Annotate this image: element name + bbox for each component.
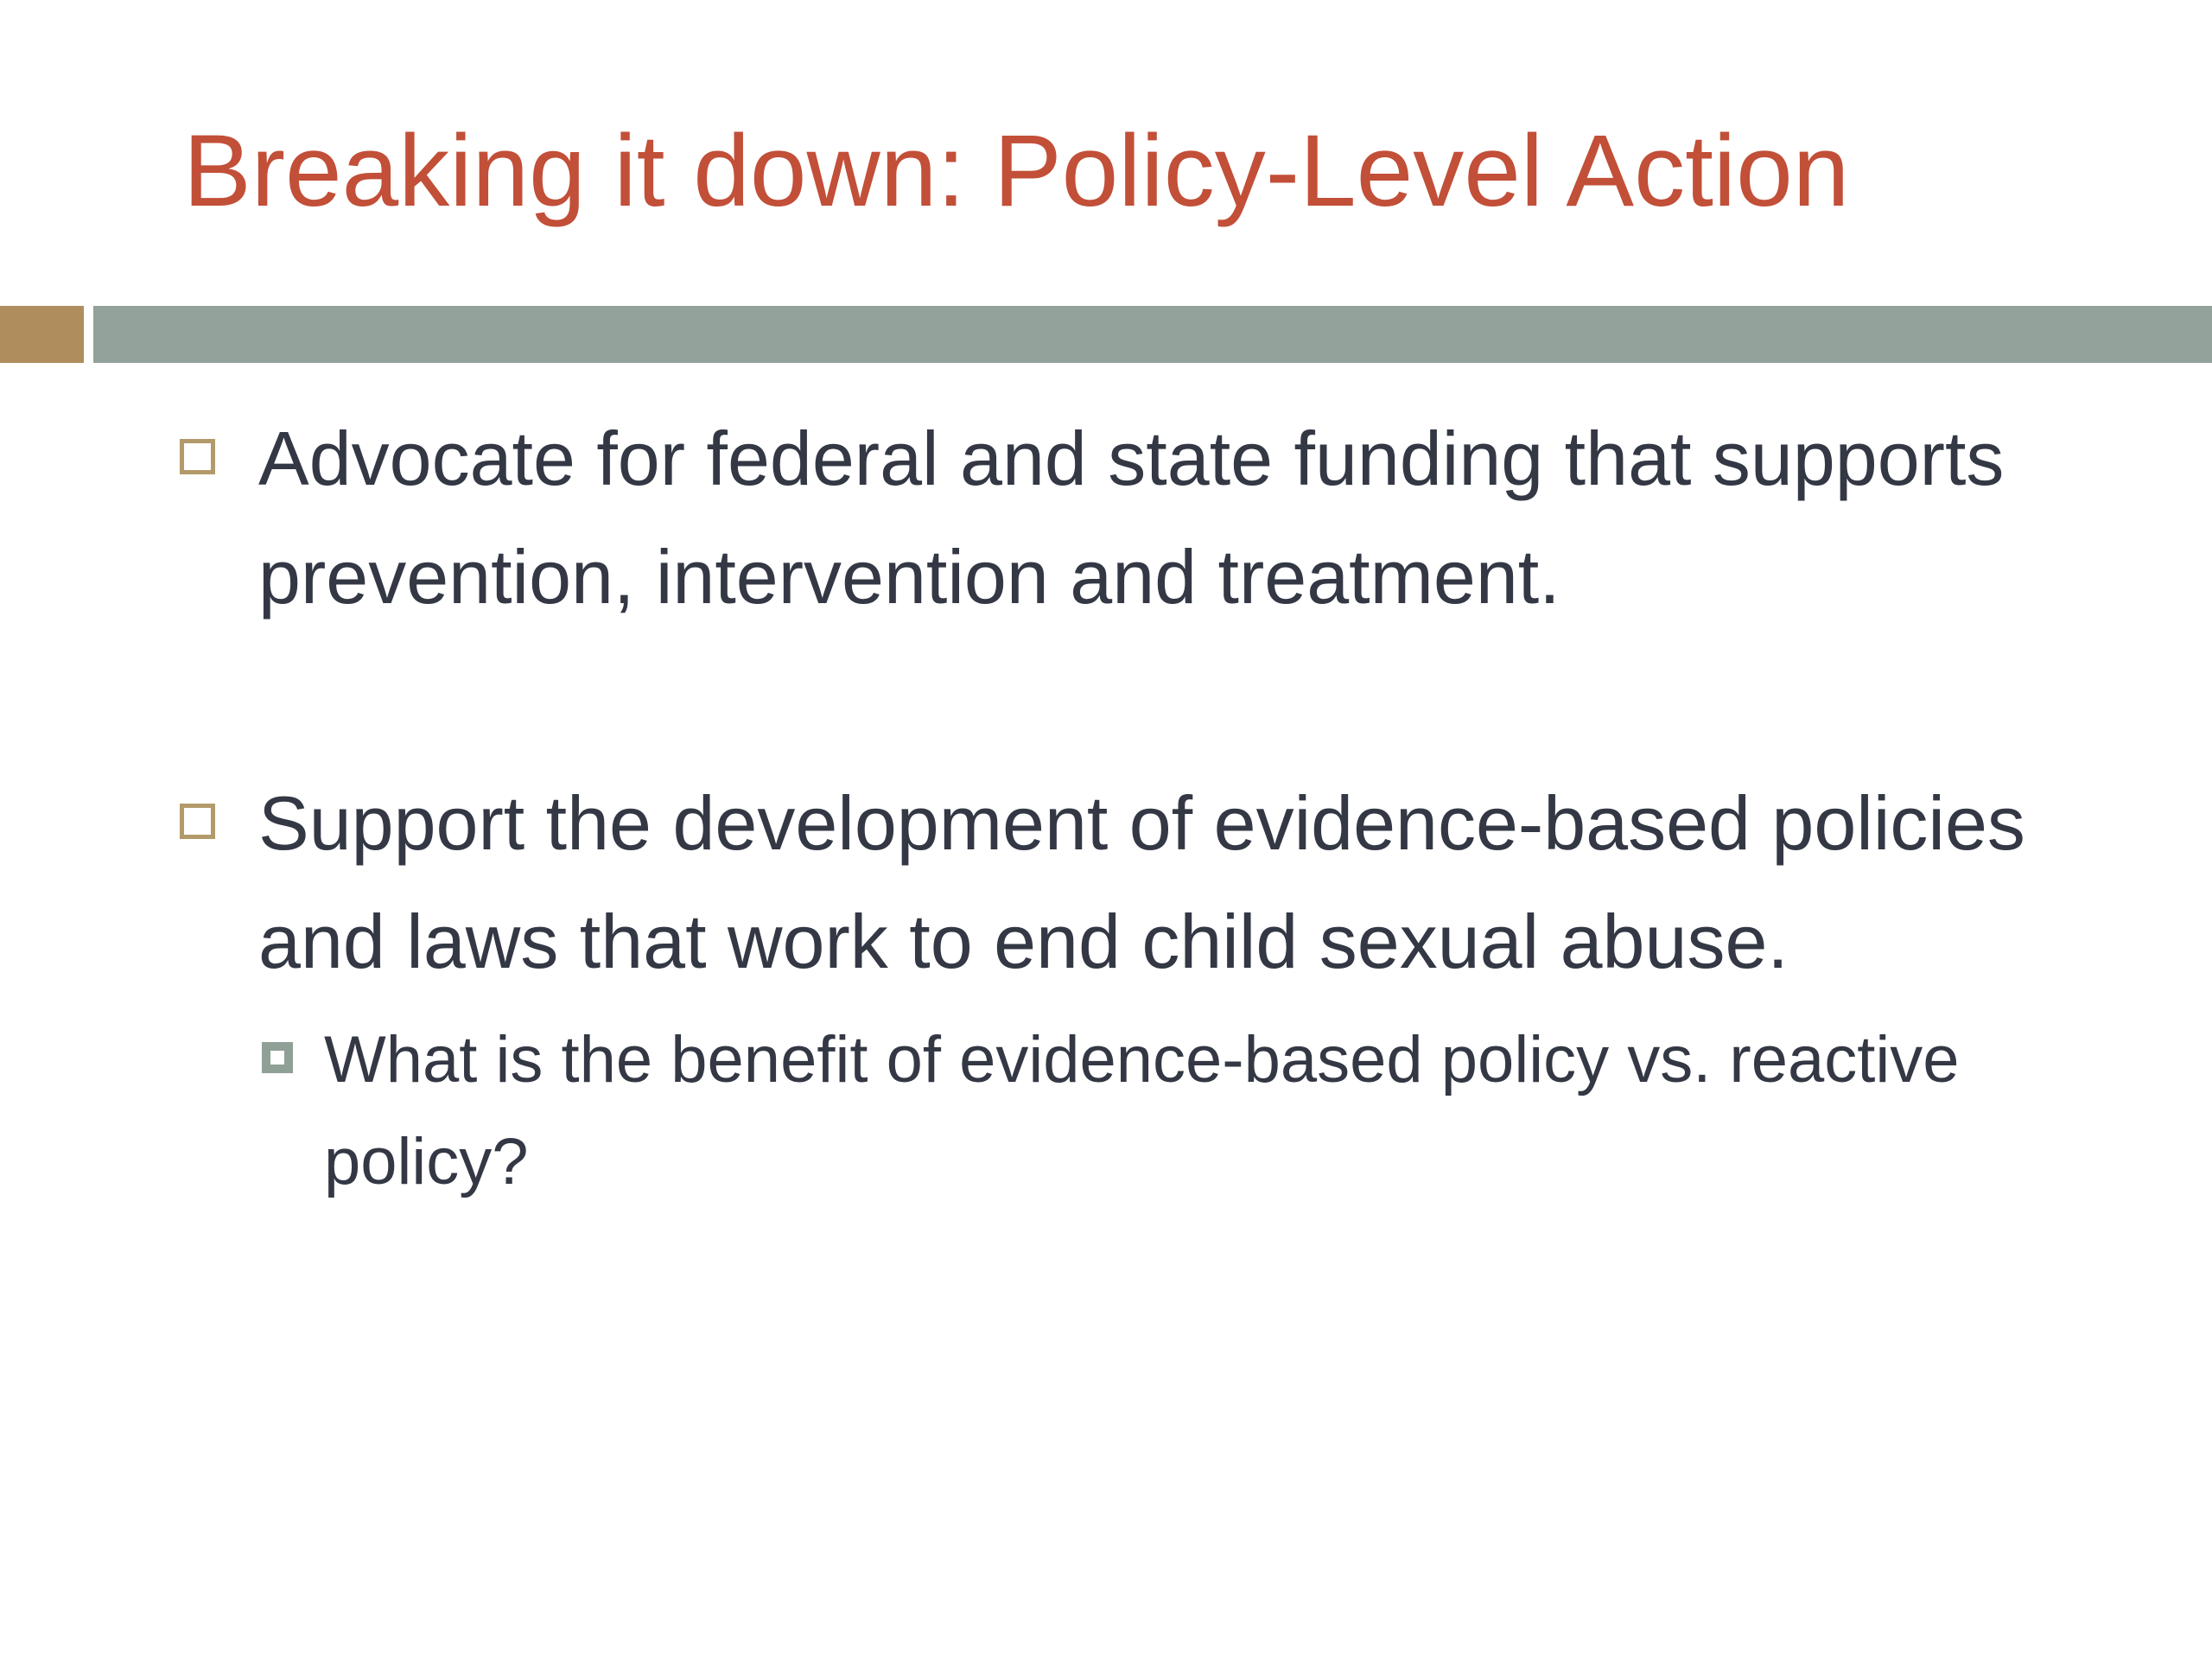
bullet-line: What is the benefit of evidence-based policy vs. reactive (324, 1023, 1960, 1096)
bullet-line: Support the development of evidence-based policies (258, 780, 2025, 866)
bullet-item-2-text (258, 764, 2025, 1001)
accent-bar (0, 306, 2212, 363)
slide-title: Breaking it down: Policy-Level Action (183, 114, 1850, 228)
bullet-line: Advocate for federal and state funding that supports (258, 416, 2005, 501)
accent-bar-gap (84, 306, 93, 363)
bullet-line: prevention, intervention and treatment. (258, 534, 1560, 620)
accent-bar-sage-segment (93, 306, 2212, 363)
hollow-square-bullet-icon (180, 804, 215, 839)
filled-square-bullet-icon (262, 1042, 293, 1073)
bullet-item-1 (180, 399, 2186, 636)
bullet-line: policy? (324, 1125, 529, 1198)
bullet-item-2 (180, 764, 2186, 1001)
accent-bar-tan-segment (0, 306, 84, 363)
bullet-line: and laws that work to end child sexual abuse. (258, 899, 1789, 984)
hollow-square-bullet-icon (180, 439, 215, 474)
sub-bullet-item (262, 1009, 2186, 1213)
sub-bullet-text (324, 1009, 1960, 1213)
bullet-item-1-text (258, 399, 2004, 636)
bullet-list (180, 399, 2186, 1213)
